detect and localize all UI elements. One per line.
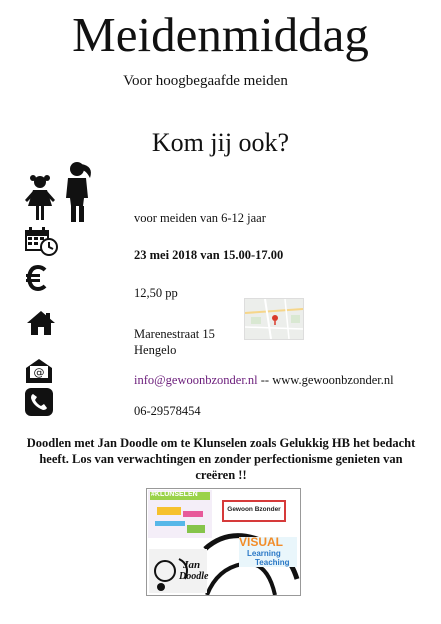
website-text[interactable]: -- www.gewoonbzonder.nl xyxy=(257,373,394,387)
svg-text:@: @ xyxy=(33,366,45,379)
doodle-poster-image xyxy=(146,488,301,596)
audience-text: voor meiden van 6-12 jaar xyxy=(134,211,266,225)
description-text: Doodlen met Jan Doodle om te Klunselen zoals Gelukkig HB het bedacht heeft. Los van verwachtingen en zonder perfectionisme genieten van creëren !! xyxy=(26,436,416,482)
euro-icon xyxy=(26,265,48,291)
page-subtitle: Voor hoogbegaafde meiden xyxy=(123,73,288,89)
calendar-icon xyxy=(24,226,58,256)
poster-learning: Learning xyxy=(247,549,281,558)
poster-jan: Jan xyxy=(183,559,201,571)
poster-teaching: Teaching xyxy=(255,558,290,567)
email-icon xyxy=(25,358,53,384)
contact-line xyxy=(134,372,394,388)
phone-number: 06-29578454 xyxy=(134,404,201,418)
email-link[interactable]: info@gewoonbzonder.nl xyxy=(134,373,258,387)
home-icon xyxy=(26,310,56,336)
address-city: Hengelo xyxy=(134,343,177,357)
headline: Kom jij ook? xyxy=(151,128,290,157)
date-time-text: 23 mei 2018 van 15.00-17.00 xyxy=(134,248,284,262)
price-text: 12,50 pp xyxy=(134,286,178,300)
poster-doodle: Doodle xyxy=(179,571,209,582)
girls-icon xyxy=(24,160,96,224)
page-title: Meidenmiddag xyxy=(72,7,369,62)
poster-brand: Gewoon Bzonder xyxy=(227,506,281,513)
poster-hashtag: #KLUNSELEN xyxy=(151,491,198,498)
poster-visual: VISUAL xyxy=(239,535,284,549)
address-street: Marenestraat 15 xyxy=(134,327,215,341)
phone-icon xyxy=(25,388,53,416)
map-thumbnail[interactable] xyxy=(244,298,304,340)
